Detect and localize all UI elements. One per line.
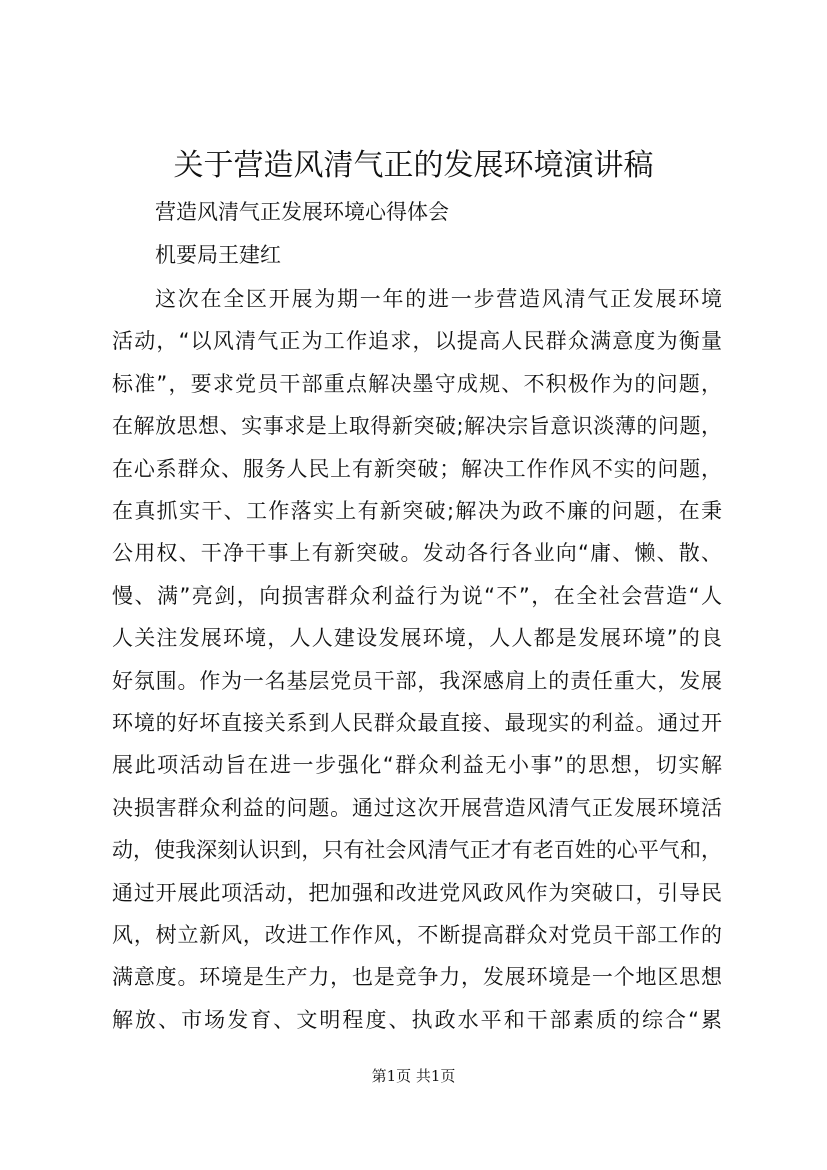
- body-line: 动，使我深刻认识到，只有社会风清气正才有老百姓的心平气和，: [112, 838, 722, 863]
- body-line: 标准”，要求党员干部重点解决墨守成规、不积极作为的问题，: [112, 371, 722, 396]
- body-line: 慢、满”亮剑，向损害群众利益行为说“不”，在全社会营造“人: [112, 583, 722, 608]
- document-title: 关于营造风清气正的发展环境演讲稿: [173, 148, 654, 183]
- body-line: 这次在全区开展为期一年的进一步营造风清气正发展环境: [155, 287, 722, 311]
- document-author: 机要局王建红: [155, 243, 281, 267]
- body-line: 好氛围。作为一名基层党员干部，我深感肩上的责任重大，发展: [112, 668, 722, 693]
- body-line: 解放、市场发育、文明程度、执政水平和干部素质的综合“累: [112, 1007, 722, 1032]
- page-footer: 第1页 共1页: [371, 1067, 456, 1085]
- body-line: 在真抓实干、工作落实上有新突破;解决为政不廉的问题，在秉: [112, 499, 722, 523]
- body-line: 通过开展此项活动，把加强和改进党风政风作为突破口，引导民: [112, 880, 722, 905]
- body-line: 风，树立新风，改进工作作风，不断提高群众对党员干部工作的: [112, 923, 722, 947]
- body-line: 满意度。环境是生产力，也是竞争力，发展环境是一个地区思想: [112, 965, 722, 990]
- body-line: 展此项活动旨在进一步强化“群众利益无小事”的思想，切实解: [112, 753, 722, 778]
- body-line: 在心系群众、服务人民上有新突破；解决工作作风不实的问题，: [112, 456, 722, 481]
- body-line: 决损害群众利益的问题。通过这次开展营造风清气正发展环境活: [112, 795, 722, 820]
- document-subtitle: 营造风清气正发展环境心得体会: [155, 200, 449, 224]
- body-line: 活动，“以风清气正为工作追求，以提高人民群众满意度为衡量: [112, 329, 722, 354]
- body-line: 人关注发展环境，人人建设发展环境，人人都是发展环境”的良: [112, 626, 722, 651]
- body-line: 在解放思想、实事求是上取得新突破;解决宗旨意识淡薄的问题，: [112, 414, 722, 439]
- body-line: 环境的好坏直接关系到人民群众最直接、最现实的利益。通过开: [112, 711, 722, 735]
- body-line: 公用权、干净干事上有新突破。发动各行各业向“庸、懒、散、: [112, 541, 722, 566]
